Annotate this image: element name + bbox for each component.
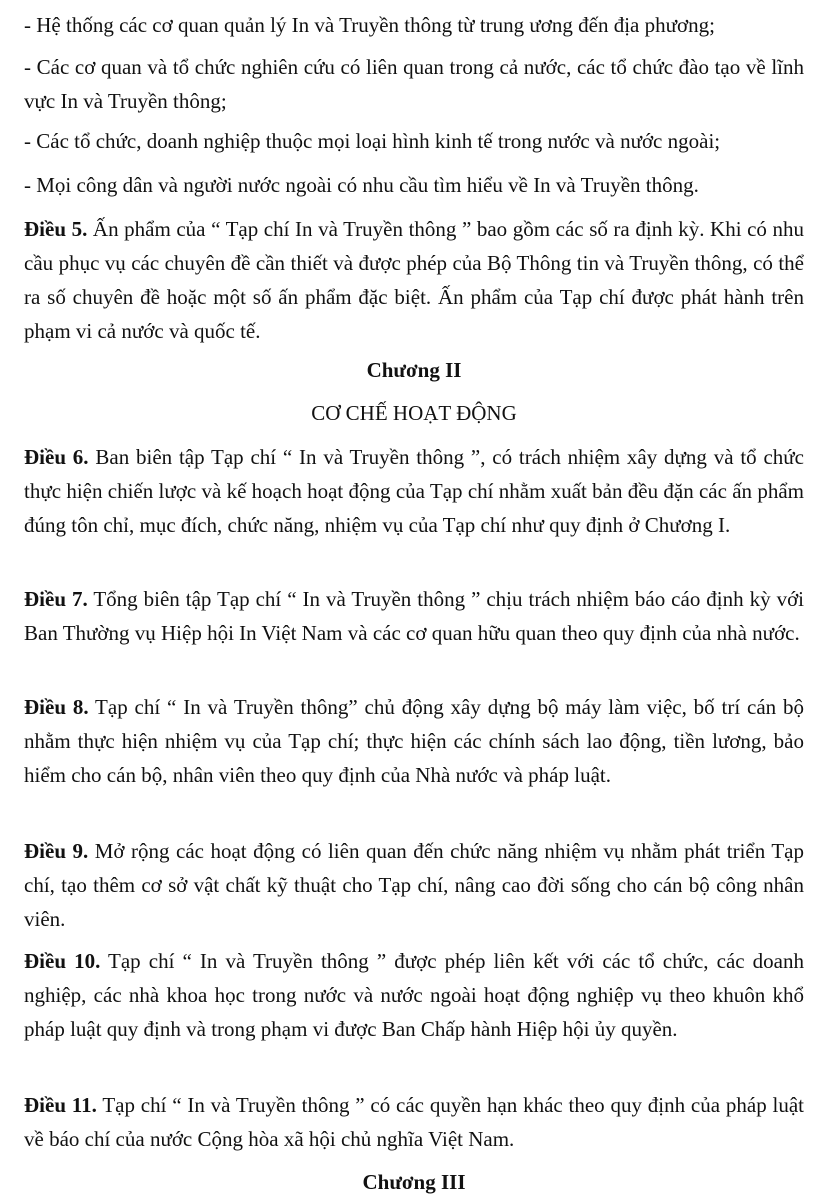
article-7 <box>24 582 804 650</box>
article-label: Điều 5. <box>24 217 88 241</box>
chapter-3-title: Chương III <box>362 1170 466 1194</box>
article-label: Điều 8. <box>24 695 89 719</box>
article-6 <box>24 440 804 542</box>
chapter-2-subtitle: CƠ CHẾ HOẠT ĐỘNG <box>311 401 517 425</box>
article-text: Tạp chí “ In và Truyền thông” chủ động xây dựng bộ máy làm việc, bố trí cán bộ nhằm thực hiện nhiệm vụ của Tạp chí; thực hiện các chính sách lao động, tiền lương, bảo hiểm cho cán bộ, nhân viên theo quy định của Nhà nước và pháp luật. <box>24 695 805 787</box>
article-text: Ấn phẩm của “ Tạp chí In và Truyền thông ” bao gồm các số ra định kỳ. Khi có nhu cầu phục vụ các chuyên đề cần thiết và được phép của Bộ Thông tin và Truyền thông, có thể ra số chuyên đề hoặc một số ấn phẩm đặc biệt. Ấn phẩm của Tạp chí được phát hành trên phạm vi cả nước và quốc tế. <box>24 217 804 343</box>
article-text: Tổng biên tập Tạp chí “ In và Truyền thông ” chịu trách nhiệm báo cáo định kỳ với Ban Thường vụ Hiệp hội In Việt Nam và các cơ quan hữu quan theo quy định của nhà nước. <box>24 587 805 645</box>
article-11 <box>24 1088 804 1156</box>
article-label: Điều 10. <box>24 949 101 973</box>
article-label: Điều 11. <box>24 1093 97 1117</box>
bullet-item: - Các tổ chức, doanh nghiệp thuộc mọi loại hình kinh tế trong nước và nước ngoài; <box>24 129 721 153</box>
article-9 <box>24 834 804 936</box>
bullet-item: - Hệ thống các cơ quan quản lý In và Truyền thông từ trung ương đến địa phương; <box>24 13 715 37</box>
article-text: Tạp chí “ In và Truyền thông ” được phép liên kết với các tổ chức, các doanh nghiệp, các nhà khoa học trong nước và nước ngoài hoạt động nghiệp vụ theo khuôn khổ pháp luật quy định và trong phạm vi được Ban Chấp hành Hiệp hội ủy quyền. <box>24 949 804 1041</box>
chapter-2-title: Chương II <box>366 358 462 382</box>
article-text: Tạp chí “ In và Truyền thông ” có các quyền hạn khác theo quy định của pháp luật về báo chí của nước Cộng hòa xã hội chủ nghĩa Việt Nam. <box>24 1093 805 1151</box>
article-text: Mở rộng các hoạt động có liên quan đến chức năng nhiệm vụ nhằm phát triển Tạp chí, tạo thêm cơ sở vật chất kỹ thuật cho Tạp chí, nâng cao đời sống cho cán bộ công nhân viên. <box>24 839 804 931</box>
article-10 <box>24 944 804 1046</box>
article-5 <box>24 212 804 348</box>
article-label: Điều 6. <box>24 445 89 469</box>
bullet-item: - Các cơ quan và tổ chức nghiên cứu có liên quan trong cả nước, các tổ chức đào tạo về lĩnh vực In và Truyền thông; <box>24 55 804 113</box>
article-8 <box>24 690 804 792</box>
article-label: Điều 7. <box>24 587 88 611</box>
article-label: Điều 9. <box>24 839 89 863</box>
bullet-item: - Mọi công dân và người nước ngoài có nhu cầu tìm hiểu về In và Truyền thông. <box>24 173 699 197</box>
article-text: Ban biên tập Tạp chí “ In và Truyền thông ”, có trách nhiệm xây dựng và tổ chức thực hiện chiến lược và kế hoạch hoạt động của Tạp chí nhằm xuất bản đều đặn các ấn phẩm đúng tôn chỉ, mục đích, chức năng, nhiệm vụ của Tạp chí như quy định ở Chương I. <box>24 445 805 537</box>
